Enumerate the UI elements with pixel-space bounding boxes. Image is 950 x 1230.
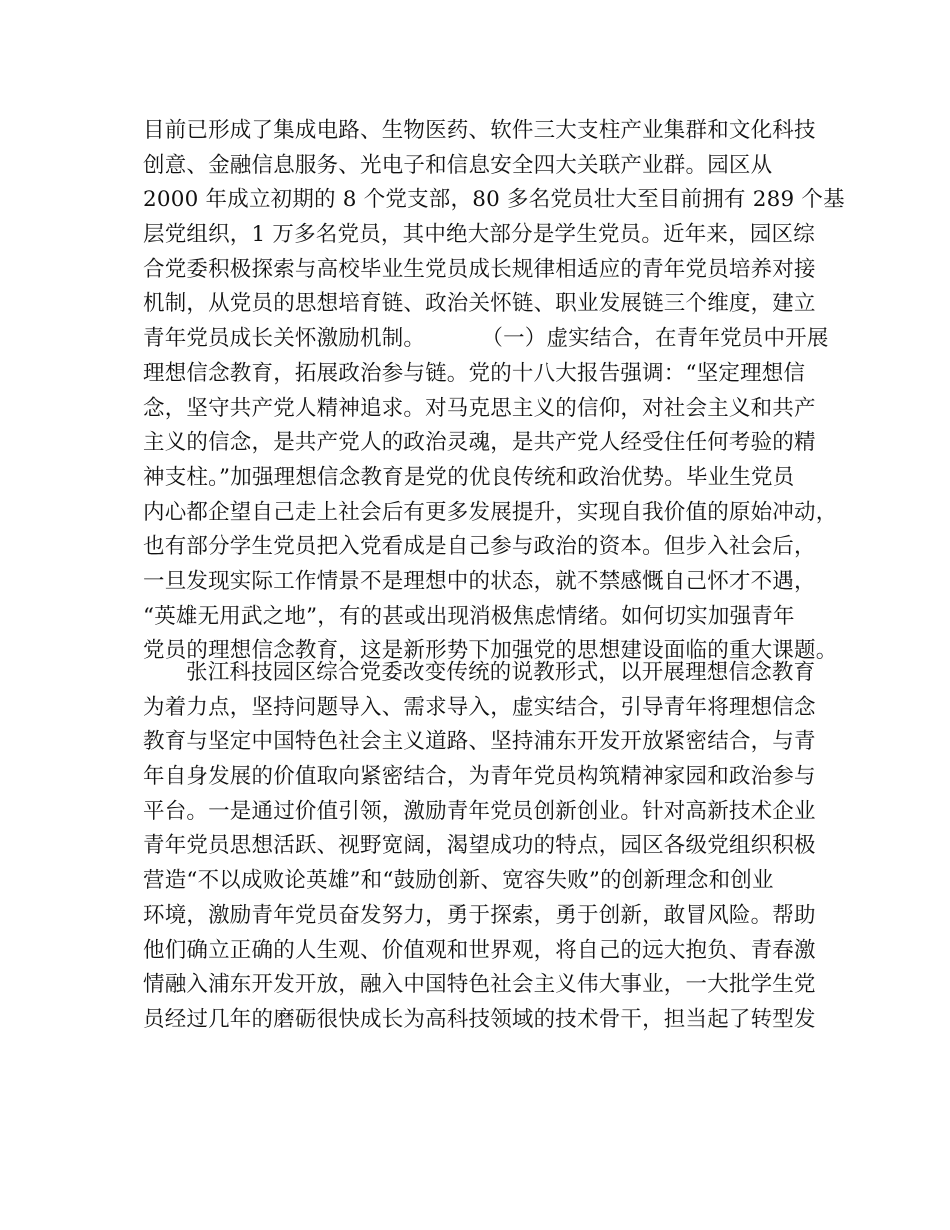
- text-line: 张江科技园区综合党委改变传统的说教形式，以开展理想信念教育: [186, 660, 816, 685]
- text-line: “英雄无用武之地”，有的甚或出现消极焦虑情绪。如何切实加强青年: [143, 603, 795, 629]
- text-line: 年自身发展的价值取向紧密结合，为青年党员构筑精神家园和政治参与: [143, 764, 816, 790]
- text-line: 层党组织，1 万多名党员，其中绝大部分是学生党员。近年来，园区综: [143, 222, 815, 248]
- text-line: 平台。一是通过价值引领，激励青年党员创新创业。针对高新技术企业: [143, 798, 816, 824]
- text-line: 青年党员成长关怀激励机制。 （一）虚实结合，在青年党员中开展: [143, 326, 829, 352]
- text-line: 环境，激励青年党员奋发努力，勇于探索，勇于创新，敢冒风险。帮助: [143, 902, 816, 928]
- text-line: 机制，从党员的思想培育链、政治关怀链、职业发展链三个维度，建立: [143, 291, 816, 317]
- body-paragraph: [143, 656, 833, 1038]
- text-line: 一旦发现实际工作情景不是理想中的状态，就不禁感慨自己怀才不遇，: [143, 568, 816, 594]
- text-line: 目前已形成了集成电路、生物医药、软件三大支柱产业集群和文化科技: [143, 118, 816, 143]
- text-line: 2000 年成立初期的 8 个党支部，80 多名党员壮大至目前拥有 289 个基: [143, 187, 845, 213]
- text-line: 党员的理想信念教育，这是新形势下加强党的思想建设面临的重大课题。: [143, 638, 838, 664]
- text-line: 合党委积极探索与高校毕业生党员成长规律相适应的青年党员培养对接: [143, 256, 816, 282]
- body-paragraph: [143, 114, 845, 669]
- text-line: 他们确立正确的人生观、价值观和世界观，将自己的远大抱负、青春激: [143, 937, 816, 963]
- text-line: 创意、金融信息服务、光电子和信息安全四大关联产业群。园区从: [143, 152, 773, 178]
- text-line: 理想信念教育，拓展政治参与链。党的十八大报告强调：“坚定理想信: [143, 360, 806, 386]
- text-line: 营造“不以成败论英雄”和“鼓励创新、宽容失败”的创新理念和创业: [143, 868, 774, 894]
- text-line: 主义的信念，是共产党人的政治灵魂，是共产党人经受住任何考验的精: [143, 430, 816, 456]
- text-line: 神支柱。”加强理想信念教育是党的优良传统和政治优势。毕业生党员: [143, 464, 795, 490]
- text-line: 为着力点，坚持问题导入、需求导入，虚实结合，引导青年将理想信念: [143, 694, 816, 720]
- text-line: 教育与坚定中国特色社会主义道路、坚持浦东开发开放紧密结合，与青: [143, 729, 816, 755]
- text-line: 也有部分学生党员把入党看成是自己参与政治的资本。但步入社会后，: [143, 534, 816, 560]
- text-line: 情融入浦东开发开放，融入中国特色社会主义伟大事业，一大批学生党: [143, 972, 816, 998]
- text-line: 员经过几年的磨砺很快成长为高科技领域的技术骨干，担当起了转型发: [143, 1006, 816, 1032]
- text-line: 内心都企望自己走上社会后有更多发展提升，实现自我价值的原始冲动，: [143, 499, 838, 525]
- text-line: 青年党员思想活跃、视野宽阔，渴望成功的特点，园区各级党组织积极: [143, 833, 816, 859]
- text-line: 念，坚守共产党人精神追求。对马克思主义的信仰，对社会主义和共产: [143, 395, 816, 421]
